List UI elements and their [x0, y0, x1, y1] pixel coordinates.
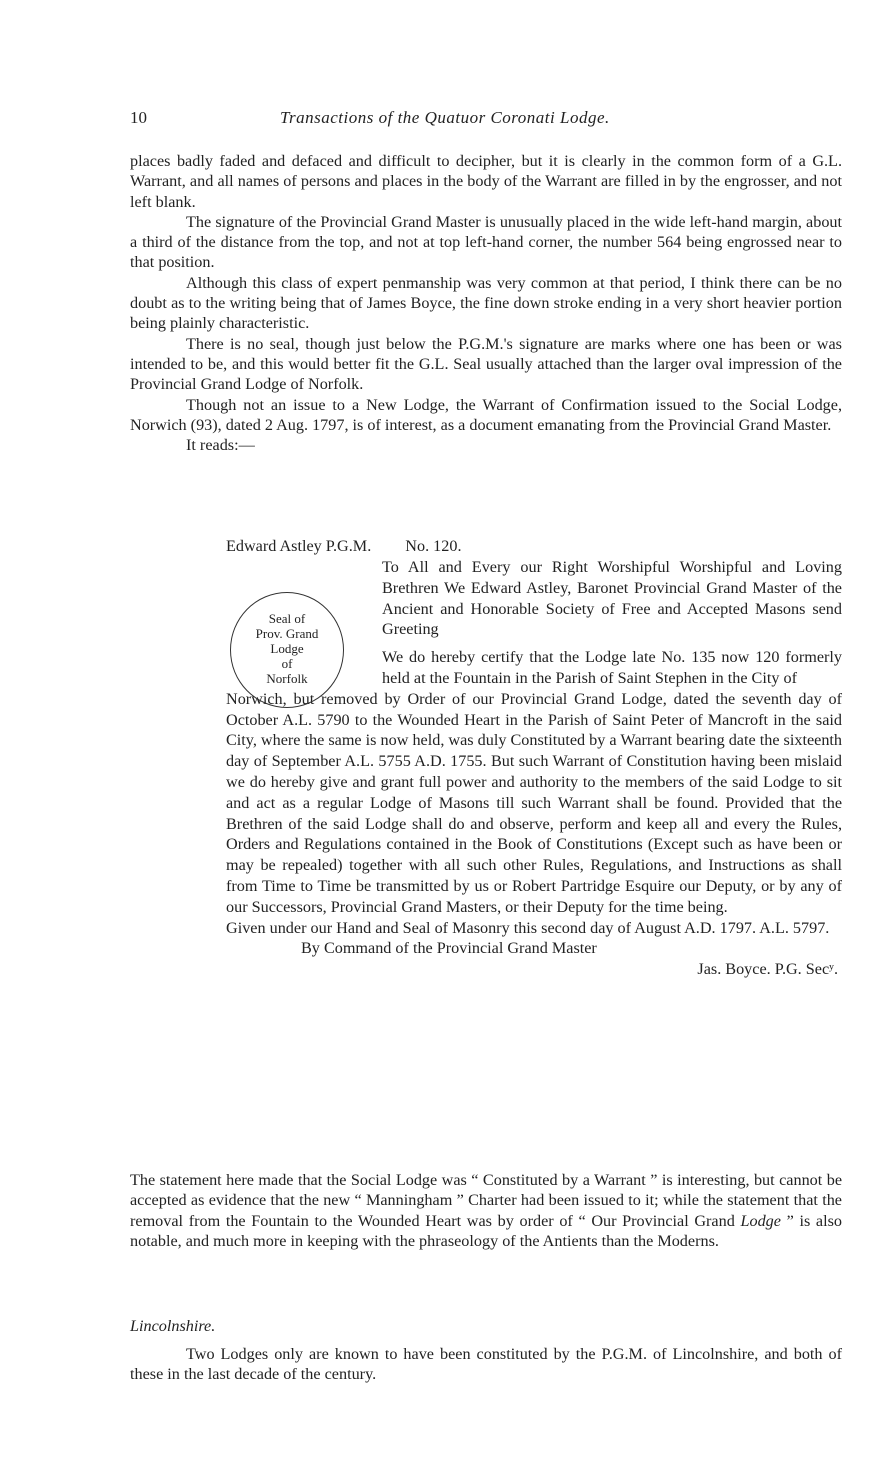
lincolnshire-text — [130, 1344, 842, 1385]
text-run: ” is also notable, and much more in keeping with the phraseology of the Antients than the Moderns. — [130, 1211, 843, 1250]
seal-text: Prov. Grand — [255, 626, 319, 641]
paragraph: places badly faded and defaced and difficult to decipher, but it is clearly in the common form of a G.L. Warrant, and all names of persons and places in the body of the Warrant are filled in by the engrosser, and not left blank. — [130, 152, 842, 211]
seal-text: Seal of — [268, 611, 306, 626]
seal-of-provincial-grand-lodge — [230, 592, 344, 708]
italic-text-run: Lodge — [740, 1211, 781, 1230]
warrant-certify-start: We do hereby certify that the Lodge late No. 135 now 120 formerly held at the Fountain in the Parish of Saint Stephen in the City of — [382, 648, 842, 687]
running-title: Transactions of the Quatuor Coronati Lodge. — [280, 108, 610, 127]
quoted-warrant — [226, 536, 842, 980]
warrant-certify-continued: Norwich, but removed by Order of our Provincial Grand Lodge, dated the seventh day of October A.L. 5790 to the Wounded Heart in the Parish of Saint Peter of Mancroft in the said City, where the same is now held, was duly Constituted by a Warrant bearing date the sixteenth day of September A.L. 5755 A.D. 1755. But such Warrant of Constitution having been mislaid we do hereby give and grant full power and authority to the members of the said Lodge to sit and act as a regular Lodge of Masons till such Warrant shall be found. Provided that the Brethren of the said Lodge shall do and observe, perform and keep all and every the Rules, Orders and Regulations contained in the Book of Constitutions (Except such as have been or may be repealed) together with all such other Rules, Regulations, and Instructions as shall from Time to Time be transmitted by us or Robert Partridge Esquire our Deputy, or by any of our Successors, Provincial Grand Masters, or their Deputy for the time being. — [226, 689, 842, 916]
section-heading: Lincolnshire. — [130, 1317, 216, 1335]
paragraph: Although this class of expert penmanship was very common at that period, I think there can be no doubt as to the writing being that of James Boyce, the fine down stroke ending in a very short heavier portion being plainly characteristic. — [130, 273, 842, 333]
paragraph: The signature of the Provincial Grand Master is unusually placed in the wide left-hand margin, about a third of the distance from the top, and not at top left-hand corner, the number 564 being engrossed near to that position. — [130, 212, 842, 272]
commentary — [130, 1170, 842, 1251]
main-text — [130, 151, 842, 455]
warrant-given: Given under our Hand and Seal of Masonry this second day of August A.D. 1797. A.L. 5797. — [226, 918, 830, 937]
paragraph: Two Lodges only are known to have been constituted by the P.G.M. of Lincolnshire, and both of these in the last decade of the century. — [130, 1345, 842, 1384]
seal-text: Lodge — [270, 641, 304, 656]
warrant-secretary: Jas. Boyce. P.G. Secʸ. — [697, 960, 838, 979]
warrant-heading — [226, 536, 842, 557]
warrant-salutation: To All and Every our Right Worshipful Worshipful and Loving Brethren We Edward Astley, Baronet Provincial Grand Master of the Ancient and Honorable Society of Free and Accepted Masons send Greeting — [382, 558, 842, 639]
pgm-signature: Edward Astley P.G.M. — [226, 537, 372, 555]
it-reads-line: It reads:— — [186, 436, 255, 455]
paragraph: Though not an issue to a New Lodge, the Warrant of Confirmation issued to the Social Lodge, Norwich (93), dated 2 Aug. 1797, is of interest, as a document emanating from the Provincial Grand Master. — [130, 395, 842, 434]
page-number: 10 — [130, 108, 147, 127]
seal-text: Norfolk — [266, 671, 308, 686]
warrant-command: By Command of the Provincial Grand Master — [301, 939, 597, 958]
paragraph — [130, 1170, 842, 1251]
paragraph: There is no seal, though just below the P.G.M.'s signature are marks where one has been or was intended to be, and this would better fit the G.L. Seal usually attached than the larger oval impression of the Provincial Grand Lodge of Norfolk. — [130, 334, 842, 394]
running-header — [130, 108, 842, 132]
warrant-body — [226, 689, 842, 980]
text-run: The statement here made that the Social Lodge was “ Constituted by a Warrant ” is interesting, but cannot be accepted as evidence that the new “ Manningham ” Charter had been issued to it; while the statement that the removal from the Fountain to the Wounded Heart was by order of “ Our Provincial Grand — [130, 1171, 842, 1230]
warrant-right-column — [382, 557, 842, 689]
seal-text: of — [281, 656, 293, 671]
warrant-number: No. 120. — [405, 537, 462, 555]
